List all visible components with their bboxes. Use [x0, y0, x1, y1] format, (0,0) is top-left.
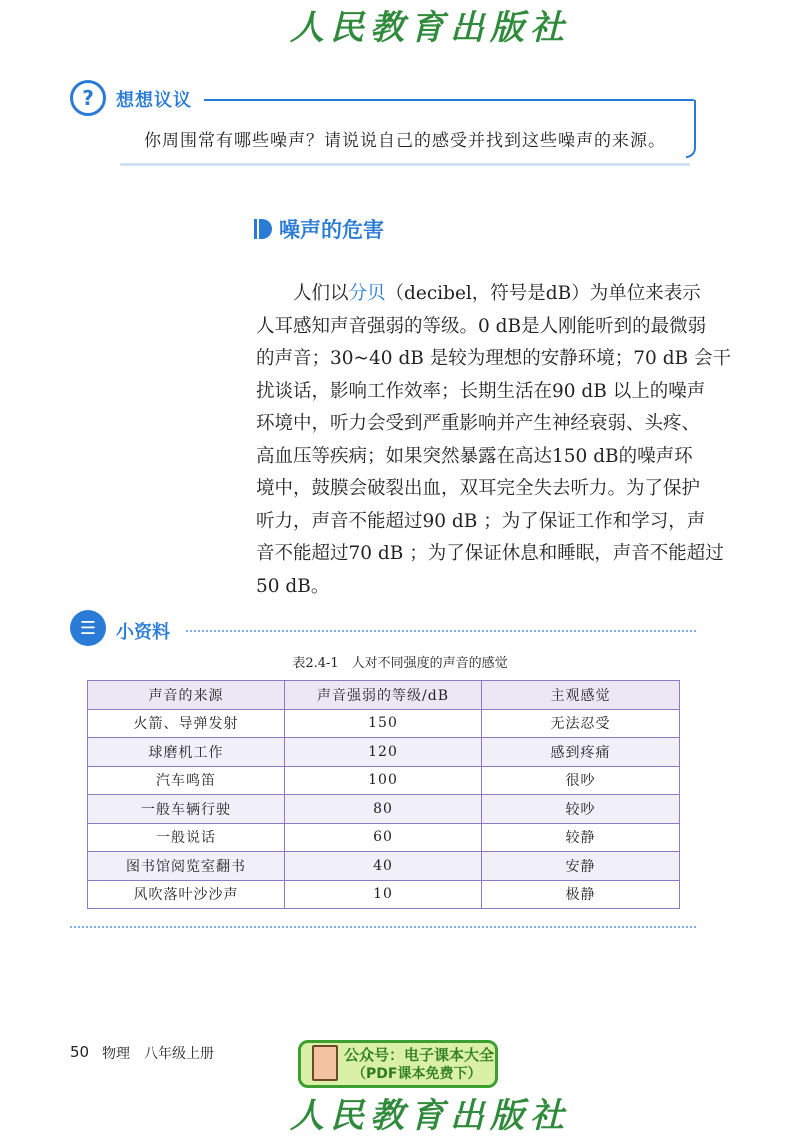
banner-line-2: （PDF课本免费下）	[352, 1066, 482, 1082]
think-box-border-bottom	[120, 163, 690, 166]
dotted-divider-top	[186, 630, 696, 632]
cell-level: 100	[285, 766, 482, 795]
publisher-logo-top: 人民教育出版社	[290, 8, 570, 48]
paragraph-line: 人耳感知声音强弱的等级。0 dB是人刚能听到的最微弱	[256, 315, 707, 337]
think-box-border-top	[204, 99, 694, 101]
info-book-icon: ☰	[70, 610, 106, 646]
cell-feeling: 较吵	[482, 795, 680, 824]
table-row	[88, 766, 680, 795]
think-discuss-question: 你周围常有哪些噪声？请说说自己的感受并找到这些噪声的来源。	[144, 131, 666, 151]
cell-level: 40	[285, 852, 482, 881]
cell-level: 150	[285, 709, 482, 738]
cell-level: 60	[285, 823, 482, 852]
cell-source: 一般车辆行驶	[88, 795, 285, 824]
cell-level: 80	[285, 795, 482, 824]
paragraph-line: 听力，声音不能超过90 dB ；为了保证工作和学习，声	[256, 510, 706, 532]
paragraph-line: 的声音；30~40 dB 是较为理想的安静环境；70 dB 会干	[256, 348, 732, 369]
table-row	[88, 709, 680, 738]
table-row	[88, 880, 680, 909]
body-paragraph	[256, 278, 732, 603]
book-title: 物理 八年级上册	[102, 1046, 214, 1062]
section-marker-icon	[254, 219, 272, 239]
think-discuss-icon: ?	[70, 80, 106, 116]
paragraph-line: 环境中，听力会受到严重影响并产生神经衰弱、头疼、	[256, 413, 701, 434]
term-decibel: 分贝	[348, 283, 386, 304]
banner-line-1: 公众号：电子课本大全	[344, 1046, 495, 1064]
cell-feeling: 很吵	[482, 766, 680, 795]
section-title: 噪声的危害	[279, 218, 384, 242]
cell-source: 图书馆阅览室翻书	[88, 852, 285, 881]
cell-feeling: 安静	[482, 852, 680, 881]
info-box-title: 小资料	[116, 622, 170, 643]
cell-level: 10	[285, 880, 482, 909]
cell-feeling: 感到疼痛	[482, 738, 680, 767]
cell-level: 120	[285, 738, 482, 767]
paragraph-line: 扰谈话，影响工作效率；长期生活在90 dB 以上的噪声	[256, 380, 706, 402]
table-row	[88, 795, 680, 824]
book-icon	[312, 1045, 338, 1081]
header-source: 声音的来源	[88, 681, 285, 710]
paragraph-line: 人们以分贝（decibel，符号是dB）为单位来表示	[293, 283, 701, 304]
table-row	[88, 852, 680, 881]
publisher-logo-bottom: 人民教育出版社	[290, 1096, 570, 1136]
cell-feeling: 较静	[482, 823, 680, 852]
table-row	[88, 738, 680, 767]
paragraph-line: 50 dB。	[256, 575, 330, 597]
paragraph-line: 音不能超过70 dB ；为了保证休息和睡眠，声音不能超过	[256, 543, 724, 564]
page-number: 50	[70, 1043, 90, 1061]
cell-source: 球磨机工作	[88, 738, 285, 767]
table-header-row	[88, 681, 680, 710]
header-feeling: 主观感觉	[482, 681, 680, 710]
paragraph-line: 境中，鼓膜会破裂出血，双耳完全失去听力。为了保护	[256, 478, 701, 499]
think-box-border-right	[686, 100, 696, 158]
dotted-divider-bottom	[70, 926, 696, 928]
cell-feeling: 无法忍受	[482, 709, 680, 738]
table-caption: 表2.4-1 人对不同强度的声音的感觉	[292, 656, 508, 671]
header-level: 声音强弱的等级/dB	[285, 681, 482, 710]
paragraph-line: 高血压等疾病；如果突然暴露在高达150 dB的噪声环	[256, 445, 693, 467]
noise-level-table	[87, 680, 680, 909]
cell-source: 一般说话	[88, 823, 285, 852]
table-row	[88, 823, 680, 852]
think-discuss-title: 想想议议	[116, 90, 192, 111]
cell-source: 汽车鸣笛	[88, 766, 285, 795]
cell-source: 风吹落叶沙沙声	[88, 880, 285, 909]
cell-feeling: 极静	[482, 880, 680, 909]
cell-source: 火箭、导弹发射	[88, 709, 285, 738]
